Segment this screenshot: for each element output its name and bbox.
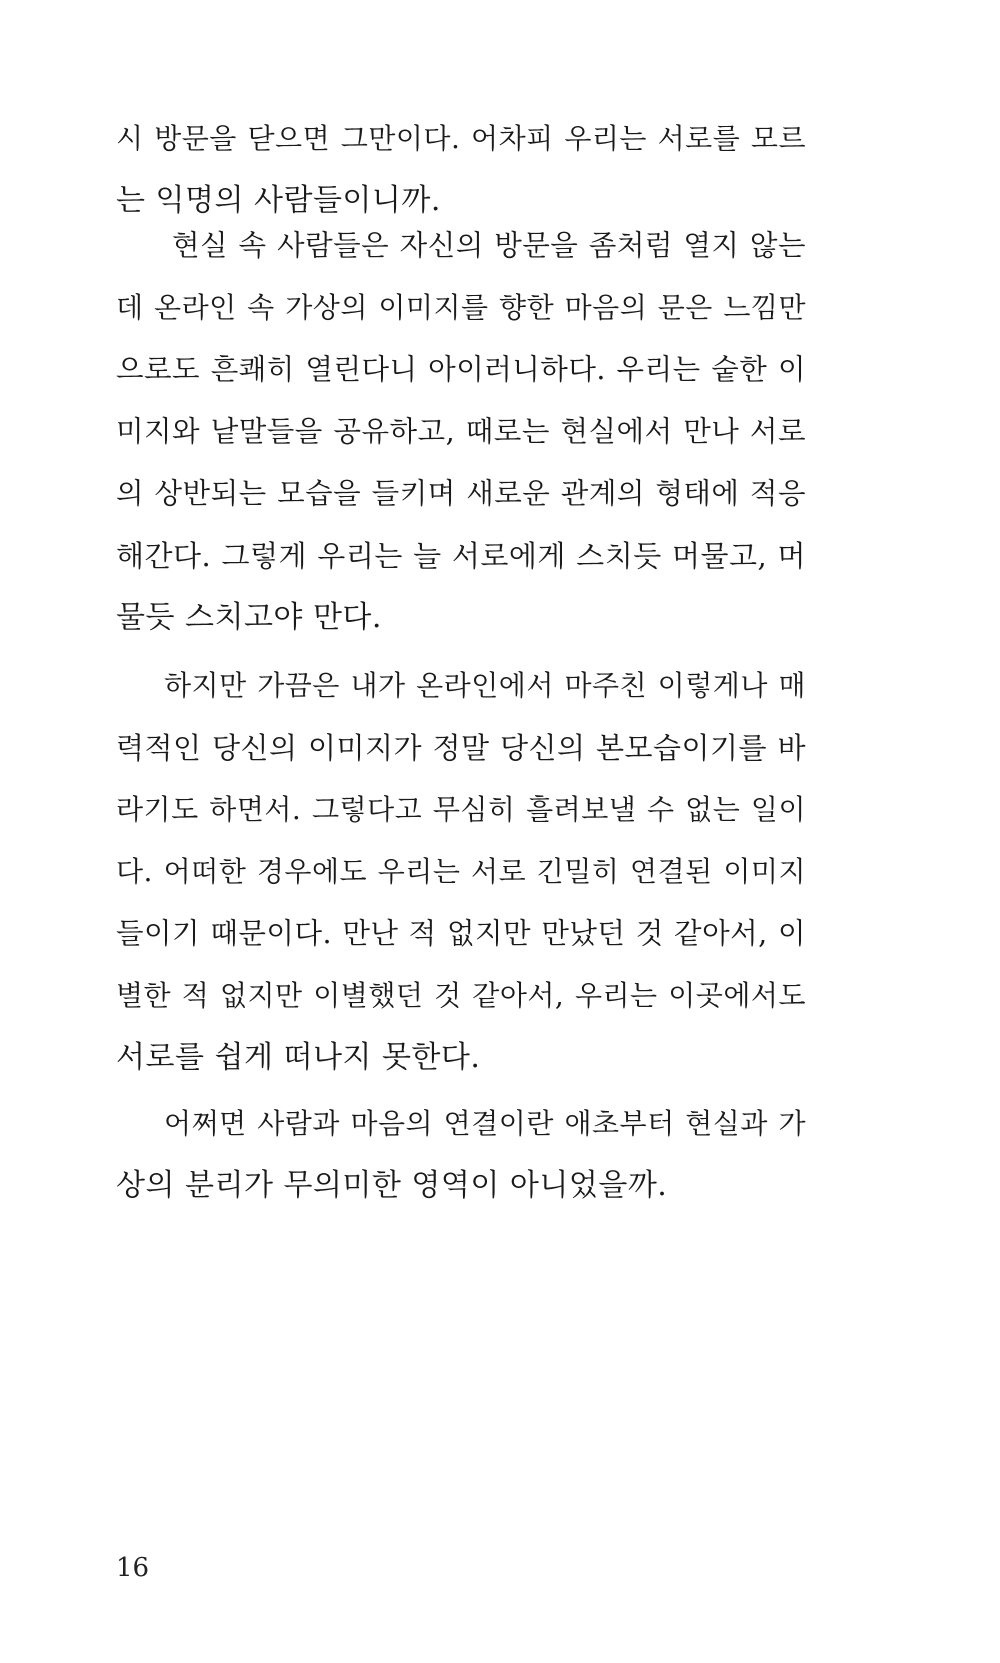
paragraph-line: 상의 분리가 무의미한 영역이 아니었을까. [116,1168,668,1203]
paragraph-line: 미지와 낱말들을 공유하고, 때로는 현실에서 만나 서로 [116,415,806,448]
paragraph-line: 어쩌면 사람과 마음의 연결이란 애초부터 현실과 가 [164,1107,806,1140]
paragraph-line: 의 상반되는 모습을 들키며 새로운 관계의 형태에 적응 [116,477,806,510]
paragraph-line: 해간다. 그렇게 우리는 늘 서로에게 스치듯 머물고, 머 [116,539,806,573]
paragraph-line: 데 온라인 속 가상의 이미지를 향한 마음의 문은 느낌만 [116,291,806,324]
paragraph-line: 라기도 하면서. 그렇다고 무심히 흘려보낼 수 없는 일이 [116,793,806,826]
paragraph-line: 서로를 쉽게 떠나지 못한다. [116,1040,481,1075]
paragraph-1 [116,108,806,232]
paragraph-3 [116,655,806,1089]
paragraph-line: 으로도 흔쾌히 열린다니 아이러니하다. 우리는 숱한 이 [116,353,806,386]
paragraph-line: 현실 속 사람들은 자신의 방문을 좀처럼 열지 않는 [172,229,806,262]
paragraph-line: 력적인 당신의 이미지가 정말 당신의 본모습이기를 바 [116,731,806,765]
paragraph-2 [116,215,806,649]
paragraph-line: 물듯 스치고야 만다. [116,600,382,635]
paragraph-line: 별한 적 없지만 이별했던 것 같아서, 우리는 이곳에서도 [116,979,806,1012]
paragraph-line: 들이기 때문이다. 만난 적 없지만 만났던 것 같아서, 이 [116,917,806,950]
paragraph-line: 시 방문을 닫으면 그만이다. 어차피 우리는 서로를 모르 [116,122,806,155]
page-number: 16 [116,1553,150,1583]
paragraph-line: 는 익명의 사람들이니까. [116,183,441,218]
paragraph-line: 하지만 가끔은 내가 온라인에서 마주친 이렇게나 매 [164,669,806,702]
paragraph-line: 다. 어떠한 경우에도 우리는 서로 긴밀히 연결된 이미지 [116,855,806,888]
paragraph-4 [116,1093,806,1217]
